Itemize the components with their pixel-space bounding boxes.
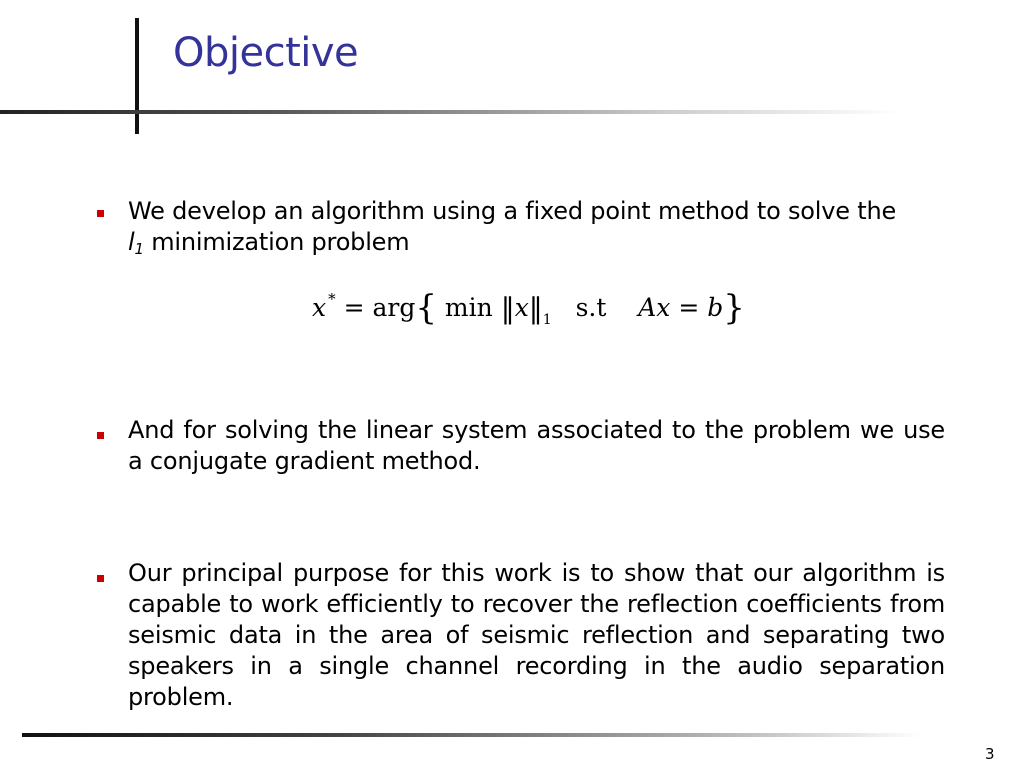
bullet-1-text-after: minimization problem: [143, 228, 410, 256]
l1-minimization-formula: [312, 288, 745, 328]
formula-norm-var: x: [514, 293, 529, 322]
footer-rule: [22, 733, 922, 737]
page-number: 3: [985, 745, 995, 763]
formula-right-brace: }: [723, 288, 745, 328]
formula-norm-subscript: 1: [542, 312, 552, 328]
bullet-text-3: Our principal purpose for this work is to show that our algorithm is capable to work efficiently to recover the reflection coefficients from seismic data in the area of seismic reflection and separating two speakers in a single channel recording in the audio separation problem.: [128, 559, 945, 711]
formula-norm-left: ‖: [500, 292, 515, 325]
bullet-marker-2: [97, 432, 104, 439]
formula-star: *: [328, 290, 336, 308]
l1-subscript: 1: [134, 240, 144, 258]
formula-equals-2: =: [678, 293, 700, 322]
bullet-marker-1: [97, 210, 104, 217]
formula-x: x: [312, 293, 327, 322]
formula-norm-right: ‖: [528, 292, 543, 325]
formula-x2: x: [656, 293, 671, 322]
l1-letter: l: [128, 228, 135, 256]
formula-A: A: [638, 293, 657, 322]
l1-symbol: [128, 228, 144, 256]
slide-title: Objective: [173, 30, 359, 76]
formula-b: b: [707, 293, 724, 322]
title-vertical-rule: [135, 18, 139, 134]
bullet-text-1: [128, 196, 945, 265]
formula-st: s.t: [575, 293, 607, 322]
formula-equals: =: [343, 293, 365, 322]
formula-min: min: [444, 293, 493, 322]
bullet-text-2: And for solving the linear system associated to the problem we use a conjugate gradient method.: [128, 416, 945, 475]
formula-left-brace: {: [415, 288, 437, 328]
title-underline-rule: [0, 110, 900, 114]
bullet-marker-3: [97, 575, 104, 582]
bullet-1-text-before: We develop an algorithm using a fixed point method to solve the: [128, 197, 897, 225]
formula-arg: arg: [372, 293, 416, 322]
